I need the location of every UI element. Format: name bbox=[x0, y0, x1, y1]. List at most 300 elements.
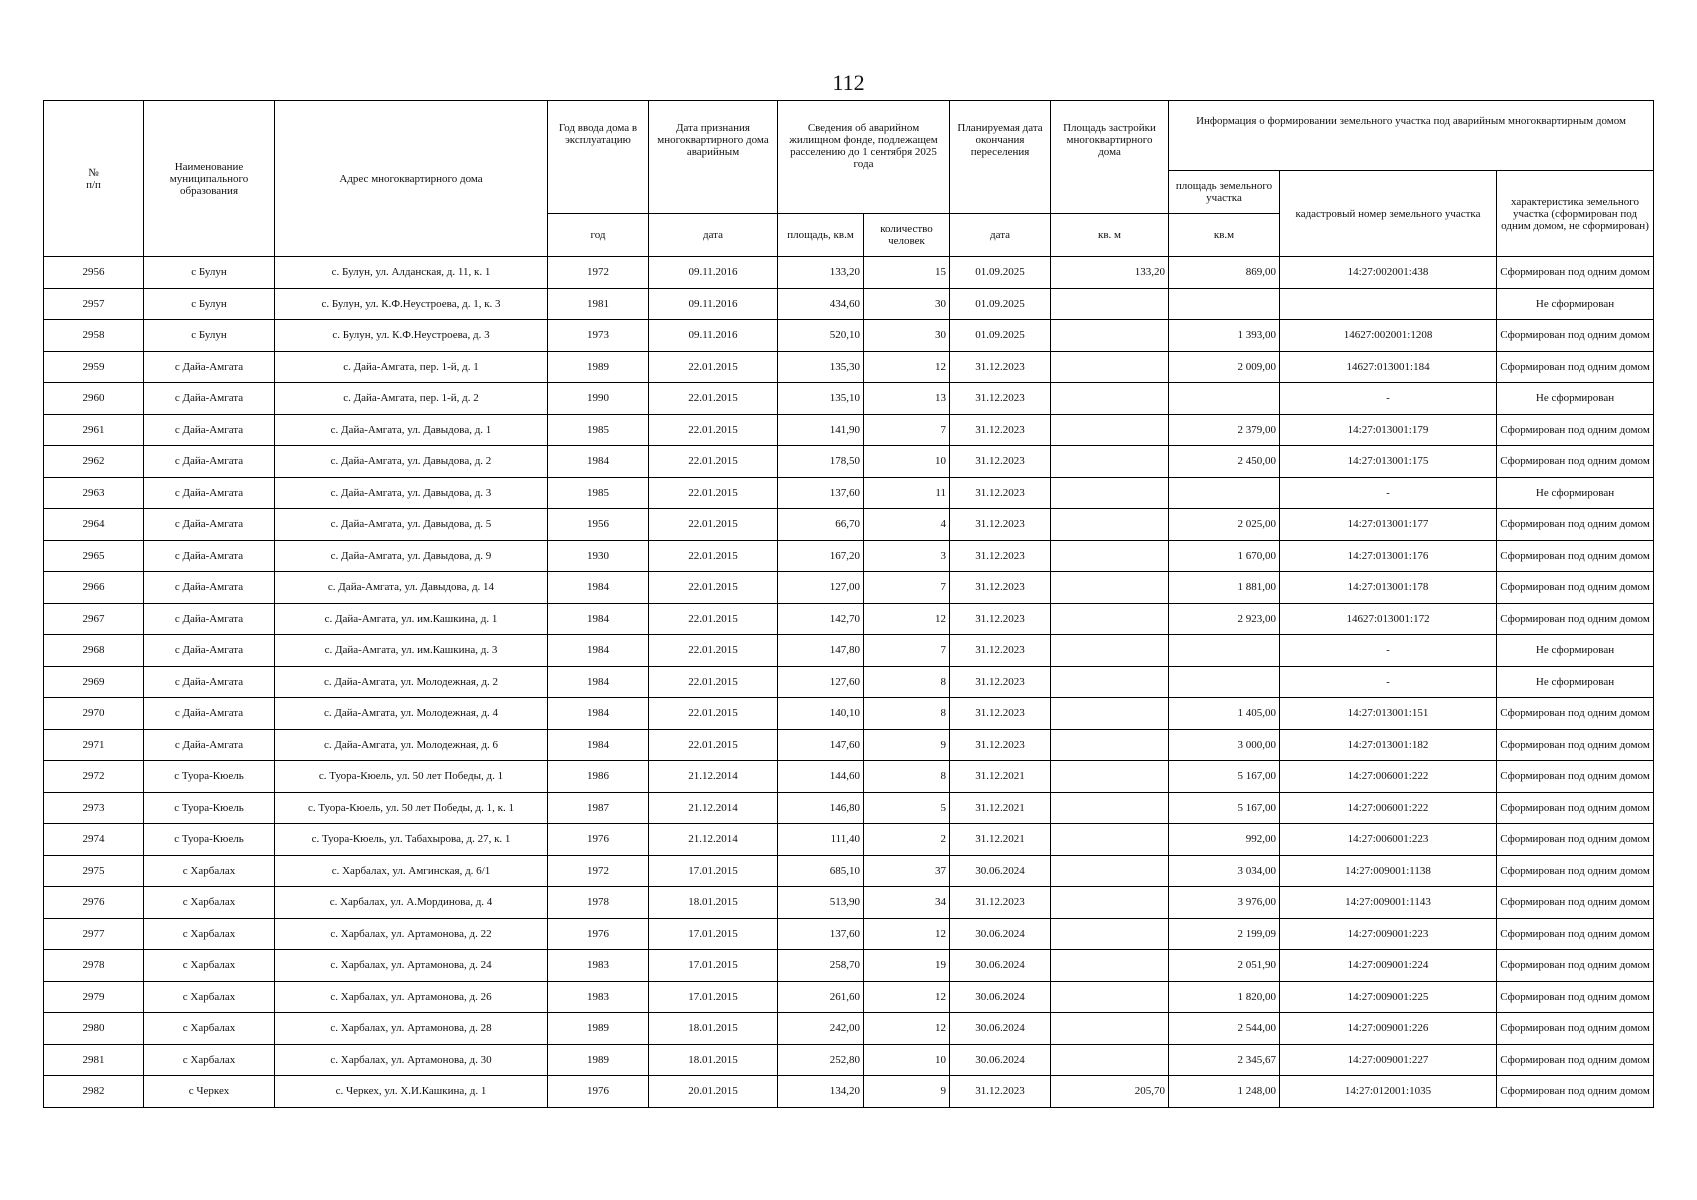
cell-land-status: Сформирован под одним домом bbox=[1497, 792, 1654, 824]
cell-land-status: Сформирован под одним домом bbox=[1497, 698, 1654, 730]
cell-land-area: 1 393,00 bbox=[1169, 320, 1280, 352]
header-unit-built: кв. м bbox=[1051, 214, 1169, 257]
cell-cadastral: - bbox=[1280, 477, 1497, 509]
cell-address: с. Харбалах, ул. Артамонова, д. 24 bbox=[275, 950, 548, 982]
cell-area: 133,20 bbox=[778, 257, 864, 289]
cell-num: 2975 bbox=[44, 855, 144, 887]
cell-land-status: Сформирован под одним домом bbox=[1497, 855, 1654, 887]
cell-year: 1984 bbox=[548, 729, 649, 761]
cell-land-status: Сформирован под одним домом bbox=[1497, 446, 1654, 478]
cell-planned-date: 30.06.2024 bbox=[950, 855, 1051, 887]
cell-built-area bbox=[1051, 603, 1169, 635]
table-row bbox=[44, 1013, 1654, 1045]
header-year-built: Год ввода дома в эксплуатацию bbox=[548, 101, 649, 214]
cell-land-area: 5 167,00 bbox=[1169, 761, 1280, 793]
cell-municipality: с Туора-Кюель bbox=[144, 792, 275, 824]
cell-year: 1976 bbox=[548, 824, 649, 856]
cell-cadastral: 14:27:013001:179 bbox=[1280, 414, 1497, 446]
cell-planned-date: 31.12.2023 bbox=[950, 446, 1051, 478]
table-row bbox=[44, 1076, 1654, 1108]
cell-people: 11 bbox=[864, 477, 950, 509]
cell-cadastral: - bbox=[1280, 383, 1497, 415]
cell-land-status: Не сформирован bbox=[1497, 635, 1654, 667]
cell-num: 2971 bbox=[44, 729, 144, 761]
cell-land-status: Сформирован под одним домом bbox=[1497, 414, 1654, 446]
cell-planned-date: 31.12.2023 bbox=[950, 351, 1051, 383]
cell-year: 1989 bbox=[548, 1013, 649, 1045]
cell-built-area bbox=[1051, 1013, 1169, 1045]
cell-cadastral: 14:27:009001:226 bbox=[1280, 1013, 1497, 1045]
cell-num: 2978 bbox=[44, 950, 144, 982]
cell-area: 137,60 bbox=[778, 918, 864, 950]
cell-area: 135,10 bbox=[778, 383, 864, 415]
cell-municipality: с Черкех bbox=[144, 1076, 275, 1108]
cell-address: с. Харбалах, ул. Артамонова, д. 28 bbox=[275, 1013, 548, 1045]
cell-municipality: с Дайа-Амгата bbox=[144, 446, 275, 478]
cell-land-area: 1 248,00 bbox=[1169, 1076, 1280, 1108]
cell-built-area: 205,70 bbox=[1051, 1076, 1169, 1108]
cell-cadastral: 14627:013001:184 bbox=[1280, 351, 1497, 383]
cell-land-area: 1 820,00 bbox=[1169, 981, 1280, 1013]
cell-people: 8 bbox=[864, 698, 950, 730]
cell-built-area bbox=[1051, 950, 1169, 982]
cell-date: 17.01.2015 bbox=[649, 855, 778, 887]
cell-cadastral: 14:27:009001:225 bbox=[1280, 981, 1497, 1013]
header-unit-year: год bbox=[548, 214, 649, 257]
cell-cadastral: 14:27:009001:1143 bbox=[1280, 887, 1497, 919]
cell-address: с. Дайа-Амгата, ул. Молодежная, д. 6 bbox=[275, 729, 548, 761]
cell-municipality: с Дайа-Амгата bbox=[144, 509, 275, 541]
cell-cadastral: 14:27:013001:178 bbox=[1280, 572, 1497, 604]
cell-year: 1956 bbox=[548, 509, 649, 541]
cell-cadastral: 14627:002001:1208 bbox=[1280, 320, 1497, 352]
cell-date: 22.01.2015 bbox=[649, 729, 778, 761]
cell-cadastral: 14:27:002001:438 bbox=[1280, 257, 1497, 289]
cell-municipality: с Дайа-Амгата bbox=[144, 666, 275, 698]
table-row bbox=[44, 1044, 1654, 1076]
cell-people: 37 bbox=[864, 855, 950, 887]
cell-planned-date: 31.12.2023 bbox=[950, 414, 1051, 446]
cell-land-area: 2 544,00 bbox=[1169, 1013, 1280, 1045]
cell-year: 1989 bbox=[548, 1044, 649, 1076]
cell-date: 21.12.2014 bbox=[649, 824, 778, 856]
cell-cadastral: 14:27:009001:1138 bbox=[1280, 855, 1497, 887]
cell-num: 2966 bbox=[44, 572, 144, 604]
cell-municipality: с Булун bbox=[144, 257, 275, 289]
table-row bbox=[44, 729, 1654, 761]
cell-num: 2969 bbox=[44, 666, 144, 698]
header-num: № п/п bbox=[44, 101, 144, 257]
table-row bbox=[44, 572, 1654, 604]
cell-year: 1985 bbox=[548, 414, 649, 446]
cell-land-area: 992,00 bbox=[1169, 824, 1280, 856]
cell-land-status: Сформирован под одним домом bbox=[1497, 1013, 1654, 1045]
cell-people: 12 bbox=[864, 351, 950, 383]
table-row bbox=[44, 477, 1654, 509]
cell-built-area bbox=[1051, 351, 1169, 383]
table-row bbox=[44, 635, 1654, 667]
header-cadastral: кадастровый номер земельного участка bbox=[1280, 171, 1497, 257]
cell-address: с. Дайа-Амгата, пер. 1-й, д. 2 bbox=[275, 383, 548, 415]
cell-built-area bbox=[1051, 918, 1169, 950]
cell-cadastral: 14:27:013001:151 bbox=[1280, 698, 1497, 730]
cell-planned-date: 01.09.2025 bbox=[950, 257, 1051, 289]
cell-people: 8 bbox=[864, 761, 950, 793]
cell-land-area: 2 051,90 bbox=[1169, 950, 1280, 982]
cell-area: 134,20 bbox=[778, 1076, 864, 1108]
cell-area: 147,80 bbox=[778, 635, 864, 667]
cell-land-area: 2 025,00 bbox=[1169, 509, 1280, 541]
cell-area: 66,70 bbox=[778, 509, 864, 541]
table-row bbox=[44, 761, 1654, 793]
cell-area: 144,60 bbox=[778, 761, 864, 793]
cell-address: с. Харбалах, ул. А.Мординова, д. 4 bbox=[275, 887, 548, 919]
cell-people: 12 bbox=[864, 1013, 950, 1045]
cell-municipality: с Харбалах bbox=[144, 1013, 275, 1045]
cell-num: 2979 bbox=[44, 981, 144, 1013]
cell-date: 22.01.2015 bbox=[649, 477, 778, 509]
cell-area: 685,10 bbox=[778, 855, 864, 887]
cell-planned-date: 31.12.2023 bbox=[950, 383, 1051, 415]
cell-area: 111,40 bbox=[778, 824, 864, 856]
cell-municipality: с Дайа-Амгата bbox=[144, 603, 275, 635]
cell-people: 4 bbox=[864, 509, 950, 541]
cell-planned-date: 31.12.2023 bbox=[950, 887, 1051, 919]
cell-land-status: Сформирован под одним домом bbox=[1497, 887, 1654, 919]
cell-cadastral: 14:27:009001:227 bbox=[1280, 1044, 1497, 1076]
cell-year: 1985 bbox=[548, 477, 649, 509]
cell-people: 10 bbox=[864, 1044, 950, 1076]
cell-people: 30 bbox=[864, 320, 950, 352]
cell-cadastral: 14:27:006001:222 bbox=[1280, 792, 1497, 824]
cell-address: с. Дайа-Амгата, ул. Давыдова, д. 14 bbox=[275, 572, 548, 604]
cell-land-area: 2 923,00 bbox=[1169, 603, 1280, 635]
table-row bbox=[44, 792, 1654, 824]
cell-area: 127,00 bbox=[778, 572, 864, 604]
cell-municipality: с Харбалах bbox=[144, 950, 275, 982]
cell-built-area bbox=[1051, 540, 1169, 572]
cell-address: с. Дайа-Амгата, ул. им.Кашкина, д. 3 bbox=[275, 635, 548, 667]
housing-register-table bbox=[43, 100, 1654, 1108]
cell-municipality: с Булун bbox=[144, 288, 275, 320]
cell-date: 22.01.2015 bbox=[649, 383, 778, 415]
cell-planned-date: 30.06.2024 bbox=[950, 981, 1051, 1013]
cell-built-area bbox=[1051, 855, 1169, 887]
cell-municipality: с Дайа-Амгата bbox=[144, 414, 275, 446]
cell-planned-date: 30.06.2024 bbox=[950, 1013, 1051, 1045]
cell-date: 21.12.2014 bbox=[649, 761, 778, 793]
cell-num: 2980 bbox=[44, 1013, 144, 1045]
cell-built-area bbox=[1051, 698, 1169, 730]
table-row bbox=[44, 288, 1654, 320]
cell-num: 2970 bbox=[44, 698, 144, 730]
cell-built-area bbox=[1051, 792, 1169, 824]
cell-num: 2972 bbox=[44, 761, 144, 793]
cell-num: 2976 bbox=[44, 887, 144, 919]
cell-municipality: с Дайа-Амгата bbox=[144, 572, 275, 604]
header-address: Адрес многоквартирного дома bbox=[275, 101, 548, 257]
cell-land-status: Сформирован под одним домом bbox=[1497, 351, 1654, 383]
cell-planned-date: 31.12.2023 bbox=[950, 729, 1051, 761]
cell-year: 1986 bbox=[548, 761, 649, 793]
cell-area: 147,60 bbox=[778, 729, 864, 761]
cell-municipality: с Дайа-Амгата bbox=[144, 729, 275, 761]
cell-people: 13 bbox=[864, 383, 950, 415]
cell-address: с. Харбалах, ул. Амгинская, д. 6/1 bbox=[275, 855, 548, 887]
cell-land-area: 5 167,00 bbox=[1169, 792, 1280, 824]
cell-address: с. Туора-Кюель, ул. 50 лет Победы, д. 1, к. 1 bbox=[275, 792, 548, 824]
cell-area: 167,20 bbox=[778, 540, 864, 572]
cell-address: с. Дайа-Амгата, ул. Давыдова, д. 3 bbox=[275, 477, 548, 509]
cell-planned-date: 31.12.2023 bbox=[950, 572, 1051, 604]
cell-address: с. Булун, ул. К.Ф.Неустроева, д. 1, к. 3 bbox=[275, 288, 548, 320]
cell-year: 1987 bbox=[548, 792, 649, 824]
cell-people: 12 bbox=[864, 918, 950, 950]
cell-year: 1983 bbox=[548, 981, 649, 1013]
cell-municipality: с Дайа-Амгата bbox=[144, 477, 275, 509]
cell-land-area: 2 450,00 bbox=[1169, 446, 1280, 478]
cell-cadastral: 14:27:009001:223 bbox=[1280, 918, 1497, 950]
cell-num: 2963 bbox=[44, 477, 144, 509]
cell-num: 2968 bbox=[44, 635, 144, 667]
cell-land-status: Сформирован под одним домом bbox=[1497, 950, 1654, 982]
cell-area: 178,50 bbox=[778, 446, 864, 478]
cell-area: 135,30 bbox=[778, 351, 864, 383]
cell-date: 18.01.2015 bbox=[649, 1013, 778, 1045]
cell-cadastral: 14:27:013001:176 bbox=[1280, 540, 1497, 572]
cell-area: 140,10 bbox=[778, 698, 864, 730]
cell-date: 22.01.2015 bbox=[649, 603, 778, 635]
cell-land-area: 3 976,00 bbox=[1169, 887, 1280, 919]
cell-year: 1981 bbox=[548, 288, 649, 320]
cell-date: 22.01.2015 bbox=[649, 635, 778, 667]
cell-land-status: Сформирован под одним домом bbox=[1497, 729, 1654, 761]
cell-cadastral: 14:27:013001:182 bbox=[1280, 729, 1497, 761]
cell-planned-date: 30.06.2024 bbox=[950, 1044, 1051, 1076]
cell-land-area bbox=[1169, 383, 1280, 415]
table-row bbox=[44, 698, 1654, 730]
cell-address: с. Харбалах, ул. Артамонова, д. 30 bbox=[275, 1044, 548, 1076]
cell-land-status: Сформирован под одним домом bbox=[1497, 824, 1654, 856]
cell-built-area bbox=[1051, 509, 1169, 541]
cell-area: 146,80 bbox=[778, 792, 864, 824]
cell-area: 127,60 bbox=[778, 666, 864, 698]
cell-year: 1972 bbox=[548, 855, 649, 887]
table-row bbox=[44, 824, 1654, 856]
cell-area: 142,70 bbox=[778, 603, 864, 635]
cell-planned-date: 31.12.2023 bbox=[950, 540, 1051, 572]
cell-address: с. Туора-Кюель, ул. Табахырова, д. 27, к. 1 bbox=[275, 824, 548, 856]
cell-cadastral: 14:27:013001:175 bbox=[1280, 446, 1497, 478]
header-unit-land: кв.м bbox=[1169, 214, 1280, 257]
header-land-area: площадь земельного участка bbox=[1169, 171, 1280, 214]
cell-num: 2967 bbox=[44, 603, 144, 635]
cell-num: 2964 bbox=[44, 509, 144, 541]
cell-people: 19 bbox=[864, 950, 950, 982]
cell-num: 2956 bbox=[44, 257, 144, 289]
header-emergency-info: Сведения об аварийном жилищном фонде, подлежащем расселению до 1 сентября 2025 года bbox=[778, 101, 950, 214]
header-unit-planned: дата bbox=[950, 214, 1051, 257]
cell-date: 17.01.2015 bbox=[649, 950, 778, 982]
cell-land-status: Сформирован под одним домом bbox=[1497, 257, 1654, 289]
cell-num: 2960 bbox=[44, 383, 144, 415]
cell-planned-date: 01.09.2025 bbox=[950, 320, 1051, 352]
cell-date: 22.01.2015 bbox=[649, 540, 778, 572]
cell-date: 22.01.2015 bbox=[649, 572, 778, 604]
cell-land-status: Сформирован под одним домом bbox=[1497, 1076, 1654, 1108]
cell-built-area bbox=[1051, 572, 1169, 604]
header-unit-people: количество человек bbox=[864, 214, 950, 257]
cell-planned-date: 31.12.2023 bbox=[950, 666, 1051, 698]
cell-people: 9 bbox=[864, 1076, 950, 1108]
table-row bbox=[44, 855, 1654, 887]
table-row bbox=[44, 509, 1654, 541]
cell-address: с. Булун, ул. Алданская, д. 11, к. 1 bbox=[275, 257, 548, 289]
cell-land-area: 1 405,00 bbox=[1169, 698, 1280, 730]
cell-built-area bbox=[1051, 383, 1169, 415]
cell-municipality: с Туора-Кюель bbox=[144, 761, 275, 793]
cell-area: 252,80 bbox=[778, 1044, 864, 1076]
cell-municipality: с Харбалах bbox=[144, 855, 275, 887]
cell-built-area bbox=[1051, 320, 1169, 352]
table-row bbox=[44, 257, 1654, 289]
cell-area: 137,60 bbox=[778, 477, 864, 509]
cell-people: 12 bbox=[864, 981, 950, 1013]
cell-cadastral: - bbox=[1280, 635, 1497, 667]
table-row bbox=[44, 887, 1654, 919]
cell-land-area bbox=[1169, 666, 1280, 698]
cell-date: 18.01.2015 bbox=[649, 887, 778, 919]
cell-planned-date: 31.12.2023 bbox=[950, 1076, 1051, 1108]
header-built-area: Площадь застройки многоквартирного дома bbox=[1051, 101, 1169, 214]
cell-land-area: 2 345,67 bbox=[1169, 1044, 1280, 1076]
cell-year: 1989 bbox=[548, 351, 649, 383]
cell-date: 22.01.2015 bbox=[649, 446, 778, 478]
cell-year: 1984 bbox=[548, 635, 649, 667]
cell-built-area bbox=[1051, 635, 1169, 667]
cell-planned-date: 31.12.2023 bbox=[950, 603, 1051, 635]
cell-year: 1973 bbox=[548, 320, 649, 352]
cell-address: с. Черкех, ул. Х.И.Кашкина, д. 1 bbox=[275, 1076, 548, 1108]
cell-built-area bbox=[1051, 824, 1169, 856]
cell-num: 2961 bbox=[44, 414, 144, 446]
cell-built-area bbox=[1051, 761, 1169, 793]
cell-built-area bbox=[1051, 729, 1169, 761]
cell-cadastral: - bbox=[1280, 666, 1497, 698]
cell-people: 7 bbox=[864, 635, 950, 667]
cell-num: 2981 bbox=[44, 1044, 144, 1076]
cell-land-status: Сформирован под одним домом bbox=[1497, 761, 1654, 793]
table-header bbox=[44, 101, 1654, 257]
cell-land-status: Сформирован под одним домом bbox=[1497, 540, 1654, 572]
cell-num: 2959 bbox=[44, 351, 144, 383]
cell-planned-date: 31.12.2023 bbox=[950, 635, 1051, 667]
cell-address: с. Дайа-Амгата, ул. Давыдова, д. 2 bbox=[275, 446, 548, 478]
cell-year: 1976 bbox=[548, 918, 649, 950]
table-row bbox=[44, 981, 1654, 1013]
cell-address: с. Дайа-Амгата, ул. Молодежная, д. 2 bbox=[275, 666, 548, 698]
cell-area: 434,60 bbox=[778, 288, 864, 320]
cell-built-area bbox=[1051, 288, 1169, 320]
cell-area: 520,10 bbox=[778, 320, 864, 352]
cell-built-area bbox=[1051, 1044, 1169, 1076]
page-number: 112 bbox=[832, 70, 865, 95]
cell-area: 141,90 bbox=[778, 414, 864, 446]
cell-address: с. Дайа-Амгата, ул. Давыдова, д. 9 bbox=[275, 540, 548, 572]
cell-municipality: с Булун bbox=[144, 320, 275, 352]
cell-land-area bbox=[1169, 288, 1280, 320]
cell-address: с. Булун, ул. К.Ф.Неустроева, д. 3 bbox=[275, 320, 548, 352]
cell-cadastral: 14:27:012001:1035 bbox=[1280, 1076, 1497, 1108]
table-row bbox=[44, 666, 1654, 698]
cell-land-status: Сформирован под одним домом bbox=[1497, 572, 1654, 604]
cell-built-area bbox=[1051, 446, 1169, 478]
cell-year: 1984 bbox=[548, 666, 649, 698]
cell-planned-date: 01.09.2025 bbox=[950, 288, 1051, 320]
cell-planned-date: 31.12.2023 bbox=[950, 509, 1051, 541]
cell-land-area: 3 000,00 bbox=[1169, 729, 1280, 761]
cell-year: 1984 bbox=[548, 572, 649, 604]
cell-municipality: с Дайа-Амгата bbox=[144, 383, 275, 415]
cell-year: 1983 bbox=[548, 950, 649, 982]
cell-people: 3 bbox=[864, 540, 950, 572]
cell-year: 1978 bbox=[548, 887, 649, 919]
table-row bbox=[44, 603, 1654, 635]
cell-area: 513,90 bbox=[778, 887, 864, 919]
cell-land-area: 2 379,00 bbox=[1169, 414, 1280, 446]
cell-address: с. Харбалах, ул. Артамонова, д. 26 bbox=[275, 981, 548, 1013]
cell-people: 5 bbox=[864, 792, 950, 824]
table-row bbox=[44, 414, 1654, 446]
cell-cadastral: 14:27:009001:224 bbox=[1280, 950, 1497, 982]
cell-cadastral: 14:27:013001:177 bbox=[1280, 509, 1497, 541]
cell-municipality: с Туора-Кюель bbox=[144, 824, 275, 856]
cell-land-status: Сформирован под одним домом bbox=[1497, 603, 1654, 635]
cell-municipality: с Харбалах bbox=[144, 918, 275, 950]
cell-num: 2962 bbox=[44, 446, 144, 478]
cell-planned-date: 31.12.2021 bbox=[950, 792, 1051, 824]
cell-municipality: с Харбалах bbox=[144, 1044, 275, 1076]
header-unit-area: площадь, кв.м bbox=[778, 214, 864, 257]
cell-year: 1972 bbox=[548, 257, 649, 289]
cell-num: 2965 bbox=[44, 540, 144, 572]
cell-land-area: 2 009,00 bbox=[1169, 351, 1280, 383]
cell-built-area bbox=[1051, 887, 1169, 919]
header-land-characteristic: характеристика земельного участка (сформирован под одним домом, не сформирован) bbox=[1497, 171, 1654, 257]
cell-planned-date: 30.06.2024 bbox=[950, 950, 1051, 982]
header-planned-date: Планируемая дата окончания переселения bbox=[950, 101, 1051, 214]
cell-planned-date: 30.06.2024 bbox=[950, 918, 1051, 950]
cell-num: 2982 bbox=[44, 1076, 144, 1108]
cell-cadastral bbox=[1280, 288, 1497, 320]
header-unit-date: дата bbox=[649, 214, 778, 257]
cell-built-area bbox=[1051, 477, 1169, 509]
cell-planned-date: 31.12.2023 bbox=[950, 698, 1051, 730]
cell-num: 2973 bbox=[44, 792, 144, 824]
cell-land-area: 2 199,09 bbox=[1169, 918, 1280, 950]
cell-municipality: с Дайа-Амгата bbox=[144, 540, 275, 572]
cell-built-area bbox=[1051, 666, 1169, 698]
cell-num: 2957 bbox=[44, 288, 144, 320]
header-municipality: Наименование муниципального образования bbox=[144, 101, 275, 257]
cell-people: 2 bbox=[864, 824, 950, 856]
cell-built-area bbox=[1051, 414, 1169, 446]
cell-cadastral: 14627:013001:172 bbox=[1280, 603, 1497, 635]
cell-date: 09.11.2016 bbox=[649, 257, 778, 289]
cell-land-area: 3 034,00 bbox=[1169, 855, 1280, 887]
cell-date: 22.01.2015 bbox=[649, 666, 778, 698]
table-row bbox=[44, 918, 1654, 950]
